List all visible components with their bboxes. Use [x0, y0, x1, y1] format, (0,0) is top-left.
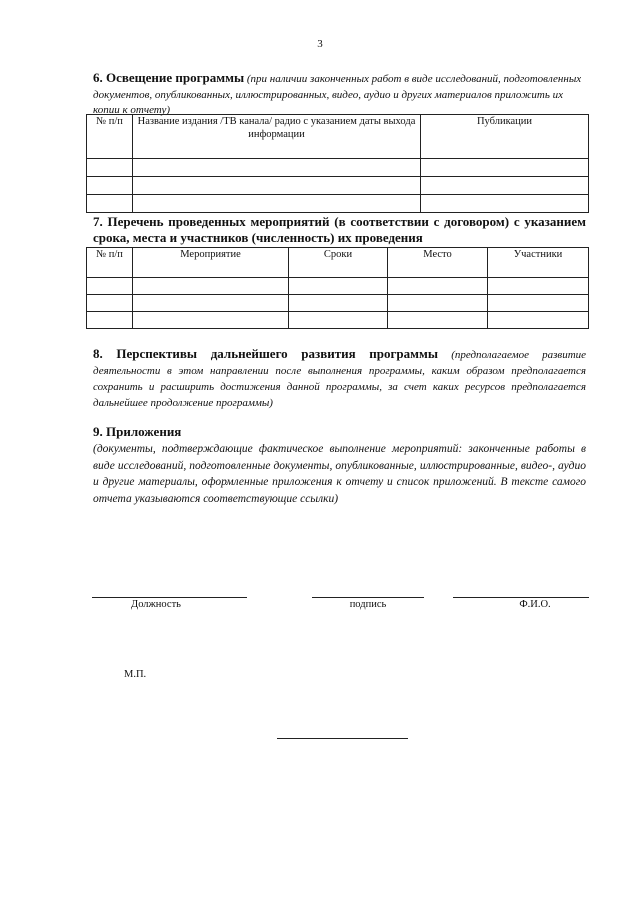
section-9-note: (документы, подтверждающие фактическое выполнение мероприятий: законченные работы в виде исследований, подготовленные документы, опубликованные, иллюстрированные, видео-, аудио и другие материалы, оформленные приложения к отчету и список приложений. В тексте самого отчета указываются соответствующие ссылки) — [93, 443, 586, 505]
section-6-note: (при наличии законченных работ в виде исследований, подготовленных документов, опубликованных, иллюстрированных, видео, аудио и других материалов приложить их копии к отчету) — [93, 73, 582, 116]
events-table — [86, 247, 589, 329]
col-header-place: Место — [388, 248, 488, 278]
section-8-note: (предполагаемое развитие деятельности в этом направлении после выполнения программы, каким образом предполагается сохранить и расширить достижения данной программы, за счет каких ресурсов предполагается дальнейшее продолжение программы) — [93, 349, 587, 409]
table-header-row — [87, 248, 589, 278]
stamp-label: М.П. — [124, 669, 147, 680]
table-row — [87, 295, 589, 312]
col-header-number: № п/п — [87, 115, 133, 159]
table-row — [87, 159, 589, 177]
table-row — [87, 177, 589, 195]
col-header-event: Мероприятие — [133, 248, 289, 278]
position-line — [92, 597, 247, 598]
name-line — [453, 597, 589, 598]
signature-line — [312, 597, 424, 598]
coverage-table — [86, 114, 589, 213]
col-header-participants: Участники — [488, 248, 589, 278]
page-number: 3 — [317, 38, 323, 50]
section-9-title: 9. Приложения — [93, 424, 182, 439]
section-9-title-wrap — [93, 424, 586, 442]
col-header-outlet: Название издания /ТВ канала/ радио с указанием даты выхода информации — [133, 115, 421, 159]
section-8 — [93, 346, 586, 411]
table-row — [87, 278, 589, 295]
section-6 — [93, 70, 586, 119]
signature-label: подпись — [349, 599, 387, 610]
table-row — [87, 312, 589, 329]
table-header-row — [87, 115, 589, 159]
col-header-publications: Публикации — [421, 115, 589, 159]
table-row — [87, 195, 589, 213]
position-label: Должность — [131, 599, 181, 610]
col-header-dates: Сроки — [289, 248, 388, 278]
section-8-title: 8. Перспективы дальнейшего развития программы — [93, 346, 439, 361]
section-6-title: 6. Освещение программы — [93, 70, 245, 85]
section-7-title: 7. Перечень проведенных мероприятий (в соответствии с договором) с указанием срока, места и участников (численность) их проведения — [93, 214, 586, 245]
bottom-line — [277, 738, 408, 739]
col-header-number: № п/п — [87, 248, 133, 278]
name-label: Ф.И.О. — [519, 599, 551, 610]
